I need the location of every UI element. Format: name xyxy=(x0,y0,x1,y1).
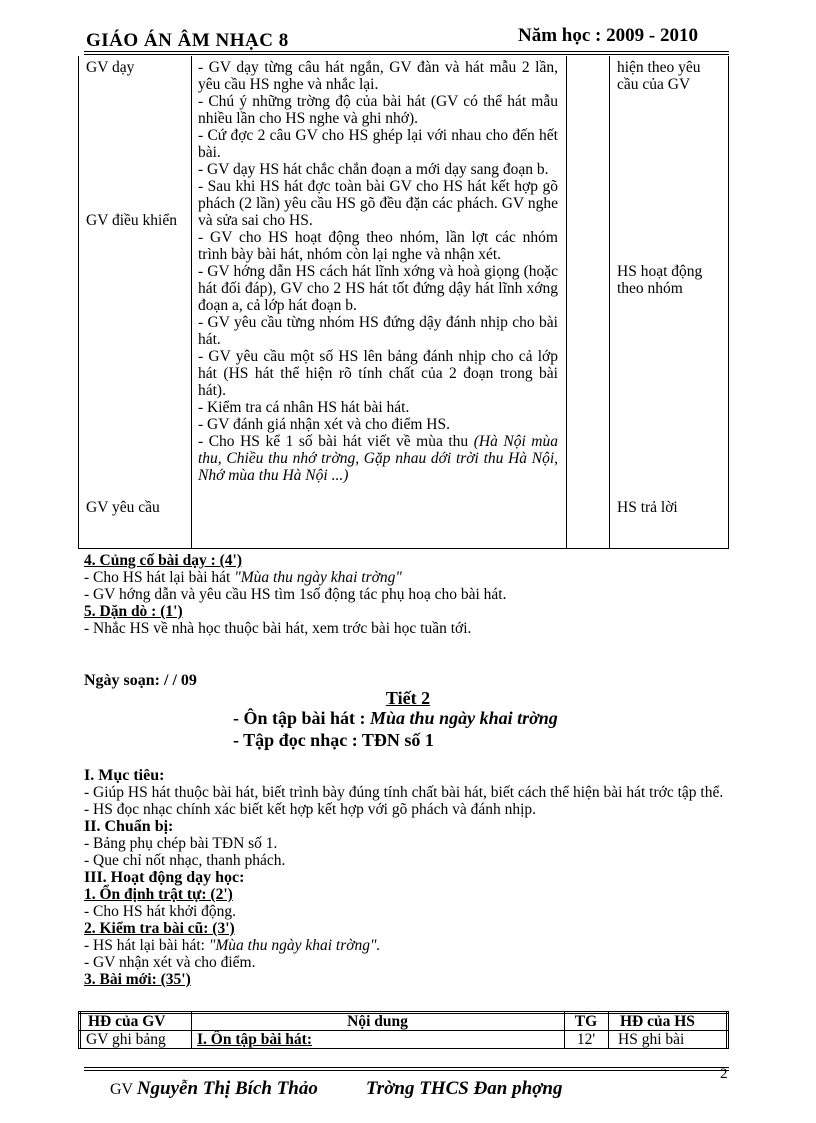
content-item: - Sau khi HS hát đợc toàn bài GV cho HS hát kết hợp gõ phách (2 lần) yêu cầu HS gõ đều đặn các phách. GV nghe và sửa sai cho HS. xyxy=(198,178,558,229)
school-year: Năm học : 2009 - 2010 xyxy=(518,25,698,46)
school-name: Trờng THCS Đan phợng xyxy=(365,1078,563,1099)
section-4-line xyxy=(84,569,734,586)
section-4-heading: 4. Củng cố bài dạy : (4') xyxy=(84,552,243,569)
table-border-right xyxy=(728,56,729,549)
activities-heading: III. Hoạt động dạy học: xyxy=(84,869,245,886)
content-column xyxy=(198,59,558,484)
row-teacher: GV ghi bảng xyxy=(86,1031,166,1048)
teacher-name: Nguyễn Thị Bích Thảo xyxy=(136,1078,318,1099)
student-activity: HS trả lời xyxy=(617,499,678,516)
review-line: - GV nhận xét và cho điểm. xyxy=(84,954,256,971)
header-divider-2 xyxy=(84,54,729,55)
content-item: - Cứ đợc 2 câu GV cho HS ghép lại với nhau cho đến hết bài. xyxy=(198,127,558,161)
content-item: - GV hớng dẫn HS cách hát lĩnh xớng và hoà giọng (hoặc hát đối đáp), GV cho 2 HS hát tốt đứng dậy hát lĩnh xớng đoạn a, cả lớp hát đoạn b. xyxy=(198,263,558,314)
review-text: - HS hát lại bài hát: xyxy=(84,937,209,954)
lesson-table xyxy=(78,1011,729,1049)
student-activity: HS hoạt động theo nhóm xyxy=(617,263,703,297)
objectives-heading: I. Mục tiêu: xyxy=(84,767,165,784)
lesson-topic-2: - Tập đọc nhạc : TĐN số 1 xyxy=(233,730,434,750)
prep-date: Ngày soạn: / / 09 xyxy=(84,672,197,689)
review-line xyxy=(84,937,724,954)
teacher-activity: GV điều khiển xyxy=(86,212,177,229)
header-divider xyxy=(84,51,729,52)
header-time: TG xyxy=(574,1013,598,1030)
stabilize-heading: 1. Ổn định trật tự: (2') xyxy=(84,886,233,903)
table-border xyxy=(78,1048,729,1049)
stabilize-item: - Cho HS hát khởi động. xyxy=(84,903,237,920)
preparation-heading: II. Chuẩn bị: xyxy=(84,818,174,835)
student-activity: hiện theo yêu cầu của GV xyxy=(617,59,701,93)
content-item: - GV yêu cầu một số HS lên bảng đánh nhịp cho cả lớp hát (HS hát thể hiện rõ tính chất của 2 đoạn trong bài hát). xyxy=(198,348,558,399)
content-item-text: - Cho HS kể 1 số bài hát viết về mùa thu xyxy=(198,433,474,450)
header-student: HĐ của HS xyxy=(620,1013,695,1030)
table-border xyxy=(728,1011,729,1049)
footer-divider-2 xyxy=(84,1070,729,1071)
table-border xyxy=(566,56,567,549)
activity-table xyxy=(78,56,729,549)
preparation-item: - Que chỉ nốt nhạc, thanh phách. xyxy=(84,852,286,869)
song-name: Mùa thu ngày khai trờng xyxy=(370,708,558,728)
row-content: I. Ôn tập bài hát: xyxy=(197,1031,312,1048)
lesson-topic-1 xyxy=(233,708,558,729)
document-header-title: GIÁO ÁN ÂM NHẠC 8 xyxy=(86,30,289,51)
lesson-title: Tiết 2 xyxy=(385,688,431,708)
content-item: - GV dạy HS hát chắc chắn đoạn a mới dạy sang đoạn b. xyxy=(198,161,549,178)
table-border xyxy=(609,56,610,549)
page-number: 2 xyxy=(720,1066,728,1082)
lesson-topic-label: - Ôn tập bài hát : xyxy=(233,708,371,728)
table-border-left xyxy=(78,56,79,549)
review-heading: 2. Kiểm tra bài cũ: (3') xyxy=(84,920,235,937)
content-item xyxy=(198,433,558,484)
header-content: Nội dung xyxy=(347,1013,408,1030)
section-4-line: - GV hớng dẫn và yêu cầu HS tìm 1số động tác phụ hoạ cho bài hát. xyxy=(84,586,507,603)
content-item: - GV cho HS hoạt động theo nhóm, lần lợt các nhóm trình bày bài hát, nhóm còn lại nghe và nhận xét. xyxy=(198,229,558,263)
teacher-activity: GV yêu cầu xyxy=(86,499,160,516)
section-5-heading: 5. Dặn dò : (1') xyxy=(84,603,183,620)
footer-prefix: GV xyxy=(110,1081,137,1098)
section-4-text: - Cho HS hát lại bài hát xyxy=(84,569,235,586)
header-teacher: HĐ của GV xyxy=(88,1013,166,1030)
content-item: - Chú ý những trờng độ của bài hát (GV có thể hát mẫu nhiều lần cho HS nghe và ghi nhớ). xyxy=(198,93,558,127)
row-time: 12' xyxy=(576,1031,596,1048)
footer-divider xyxy=(84,1067,729,1068)
table-border xyxy=(78,1011,79,1049)
section-5-line: - Nhắc HS về nhà học thuộc bài hát, xem trớc bài học tuần tới. xyxy=(84,620,472,637)
section-4 xyxy=(84,552,734,637)
preparation-item: - Bảng phụ chép bài TĐN số 1. xyxy=(84,835,278,852)
table-border xyxy=(726,1011,727,1049)
table-border xyxy=(608,1011,609,1049)
table-border-bottom xyxy=(78,548,729,549)
song-list: (Hà Nội mùa thu, Chiều thu nhớ trờng, Gặp nhau dới trời thu Hà Nội, Nhớ mùa thu Hà Nội ...) xyxy=(198,433,558,484)
lesson-body xyxy=(84,767,724,988)
content-item: - GV đánh giá nhận xét và cho điểm HS. xyxy=(198,416,450,433)
row-student: HS ghi bài xyxy=(618,1031,685,1048)
song-title: "Mùa thu ngày khai trờng". xyxy=(208,937,381,954)
content-item: - GV yêu cầu từng nhóm HS đứng dậy đánh nhịp cho bài hát. xyxy=(198,314,558,348)
table-border xyxy=(78,1011,729,1012)
table-border xyxy=(80,1011,81,1049)
objective-item: - Giúp HS hát thuộc bài hát, biết trình bày đúng tính chất bài hát, biết cách thể hiện bài hát trớc tập thể. xyxy=(84,784,724,801)
content-item: - Kiểm tra cá nhân HS hát bài hát. xyxy=(198,399,410,416)
table-border xyxy=(191,56,192,549)
teacher-activity: GV dạy xyxy=(86,59,135,76)
new-lesson-heading: 3. Bài mới: (35') xyxy=(84,971,191,988)
content-item: - GV dạy từng câu hát ngắn, GV đàn và hát mẫu 2 lần, yêu cầu HS nghe và nhắc lại. xyxy=(198,59,558,93)
footer xyxy=(110,1078,562,1100)
objective-item: - HS đọc nhạc chính xác biết kết hợp kết hợp với gõ phách và đánh nhịp. xyxy=(84,801,537,818)
song-title: "Mùa thu ngày khai trờng" xyxy=(234,569,402,586)
